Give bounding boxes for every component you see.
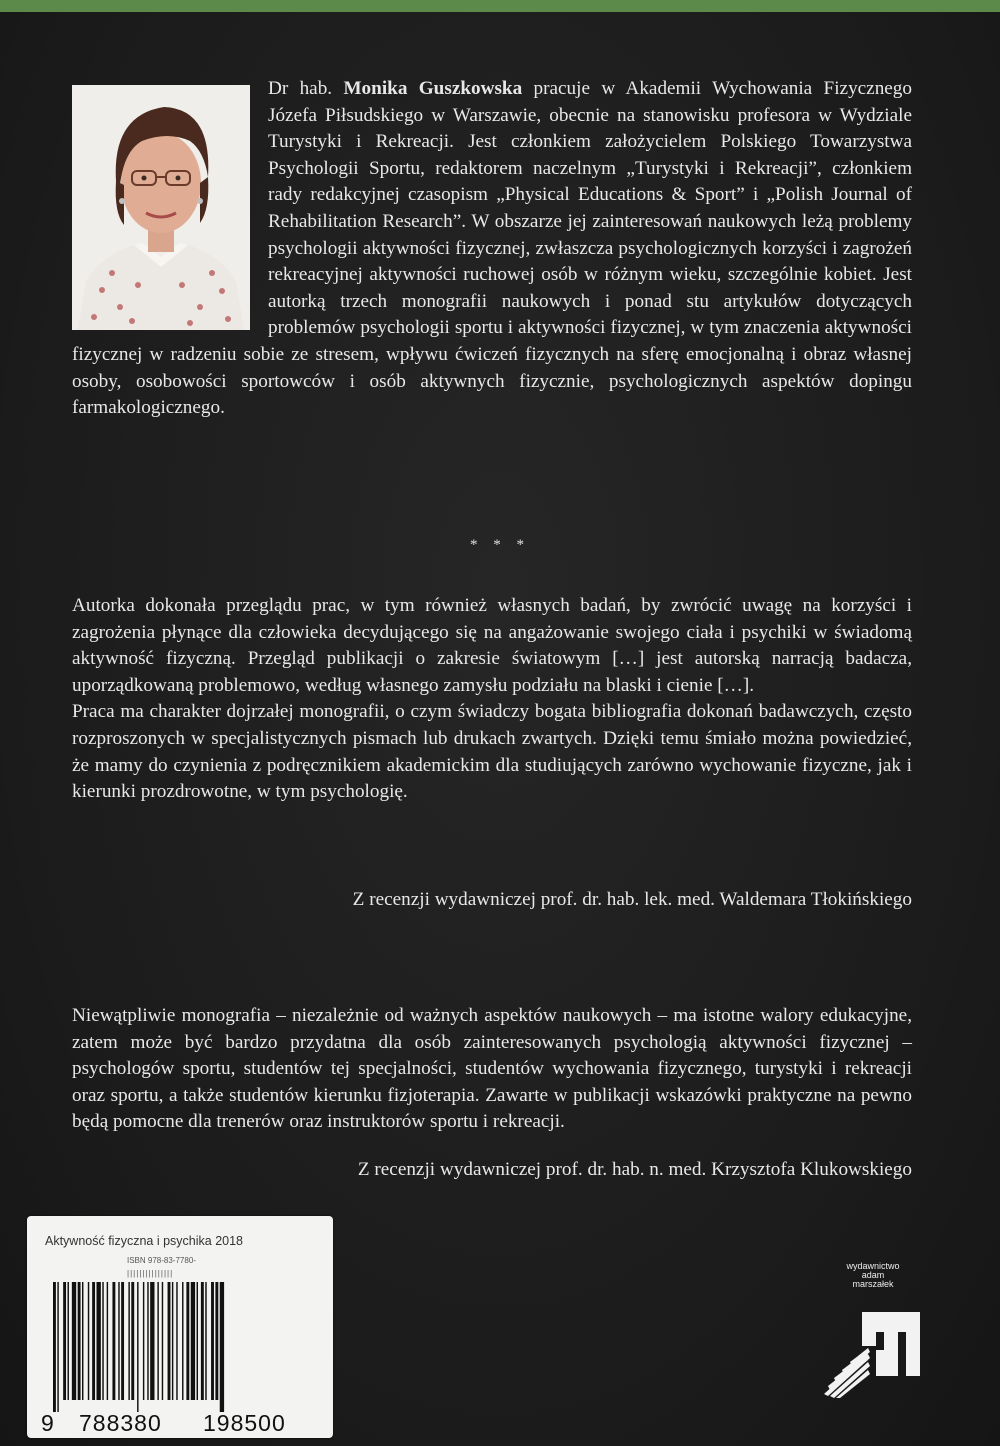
barcode-bar	[205, 1282, 206, 1400]
barcode-bar	[201, 1282, 204, 1400]
barcode-bar	[191, 1282, 195, 1400]
barcode-bars	[53, 1282, 299, 1412]
review-2-paragraph-1: Niewątpliwie monografia – niezależnie od ważnych aspektów naukowych – ma istotne walory edukacyjne, zatem może być bardzo przydatna dla osób zainteresowanych psychologią aktywności fizycznej – psychologów sportu, studentów tej specjalności, studentów wychowania fizycznego, turystyki i rekreacji oraz sportu, a także studentów kierunku fizjoterapia. Zawarte w publikacji wskazówki praktyczne na pewno będą pomocne dla trenerów oraz instruktorów sportu i rekreacji.	[72, 1005, 912, 1133]
top-edge-strip	[0, 0, 1000, 12]
barcode-bar	[63, 1282, 66, 1400]
review-2	[72, 1003, 912, 1136]
barcode-bar	[215, 1282, 218, 1400]
barcode-sticker	[27, 1216, 333, 1438]
barcode-bar	[121, 1282, 124, 1400]
barcode-bar	[143, 1282, 144, 1400]
barcode-bar	[220, 1282, 224, 1412]
barcode-bar	[182, 1282, 183, 1400]
barcode-bar	[107, 1282, 108, 1400]
bio-text: pracuje w Akademii Wychowania Fizycznego Józefa Piłsudskiego w Warszawie, obecnie na stanowisku profesora w Wydziale Turystyki i Rekreacji. Jest członkiem założycielem Polskiego Towarzystwa Psychologii Sportu, redaktorem naczelnym „Turystyki i Rekreacji”, członkiem rady redakcyjnej czasopism „Physical Educations & Sport” i „Polish Journal of Rehabilitation Research”. W obszarze jej zainteresowań naukowych leżą problemy psychologii aktywności fizycznej, zwłaszcza psychologicznych korzyści i zagrożeń rekreacyjnej aktywności ruchowej osób w różnym wieku, szczególnie kobiet. Jest autorką trzech monografii naukowych i ponad stu artykułów dotyczących problemów psychologii sportu i aktywności fizycznej, w tym znaczenia aktywności fizycznej w radzeniu sobie ze stresem, wpływu ćwiczeń fizycznych na sferę emocjonalną i obraz własnej osoby, osobowości sportowców i osób aktywnych fizycznie, psychologicznych aspektów dopingu farmakologicznego.	[72, 78, 912, 419]
barcode-digit-group-2: 198500	[203, 1410, 286, 1436]
barcode-bar	[131, 1282, 134, 1400]
publisher-line-2: adam	[861, 1270, 885, 1280]
barcode-bar	[53, 1282, 56, 1412]
barcode-bar	[176, 1282, 177, 1400]
bio-prefix: Dr hab.	[268, 78, 344, 99]
barcode-bar	[168, 1282, 171, 1400]
barcode-bar	[68, 1282, 69, 1400]
barcode-digit-prefix: 9	[41, 1410, 55, 1436]
section-separator: * * *	[470, 537, 530, 553]
barcode-bar	[88, 1282, 89, 1400]
review-1-signature: Z recenzji wydawniczej prof. dr. hab. lek. med. Waldemara Tłokińskiego	[352, 889, 912, 910]
publisher-name	[838, 1262, 908, 1289]
barcode-bar	[211, 1282, 214, 1400]
barcode-bar	[186, 1282, 189, 1400]
publisher-line-1: wydawnictwo	[846, 1261, 900, 1271]
barcode-bar	[118, 1282, 119, 1400]
barcode-title: Aktywność fizyczna i psychika 2018	[45, 1234, 244, 1248]
barcode-bar	[82, 1282, 83, 1400]
barcode-bar	[72, 1282, 76, 1400]
barcode-bar	[137, 1282, 138, 1412]
barcode-bar	[78, 1282, 81, 1400]
barcode-bar	[162, 1282, 163, 1400]
barcode-isbn: ISBN 978-83-7780-	[127, 1256, 196, 1265]
photo-spacer	[72, 76, 268, 330]
review-1-paragraph-2: Praca ma charakter dojrzałej monografii, o czym świadczy bogata bibliografia dokonań badawczych, często rozproszonych w specjalistycznych pismach lub drukach zwartych. Dzięki temu śmiało można powiedzieć, że mamy do czynienia z podręcznikiem akademickim dla studiujących zarówno wychowanie fizyczne, jak i kierunki prozdrowotne, w tym psychologię.	[72, 701, 912, 803]
barcode-bar	[147, 1282, 148, 1400]
barcode-bar	[157, 1282, 158, 1400]
author-name: Monika Guszkowska	[343, 78, 523, 99]
barcode-bar	[197, 1282, 198, 1400]
barcode-bar	[150, 1282, 154, 1400]
barcode-bar	[172, 1282, 173, 1400]
barcode-bar	[112, 1282, 115, 1400]
barcode-bar	[128, 1282, 129, 1400]
barcode-bar	[57, 1282, 58, 1412]
barcode-bar	[102, 1282, 103, 1400]
review-1-paragraph-1: Autorka dokonała przeglądu prac, w tym również własnych badań, by zwrócić uwagę na korzyści i zagrożenia płynące dla człowieka decydującego się na angażowanie swojego ciała i psychiki w świadomą aktywność fizyczną. Przegląd publikacji o zakresie światowym […] jest autorską narracją badacza, uporządkowaną problemowo, według własnego zamysłu podziału na blaski i cienie […].	[72, 595, 912, 696]
barcode-digit-group-1: 788380	[79, 1410, 162, 1436]
publisher-m-icon	[822, 1306, 922, 1398]
publisher-logo	[818, 1262, 928, 1402]
review-2-signature: Z recenzji wydawniczej prof. dr. hab. n. med. Krzysztofa Klukowskiego	[357, 1159, 912, 1180]
review-1	[72, 593, 912, 806]
author-bio	[72, 76, 912, 422]
barcode-bar	[92, 1282, 95, 1400]
barcode-bar	[97, 1282, 101, 1400]
barcode-small-code: |||||||||||||||	[127, 1269, 174, 1278]
publisher-line-3: marszałek	[852, 1279, 894, 1289]
